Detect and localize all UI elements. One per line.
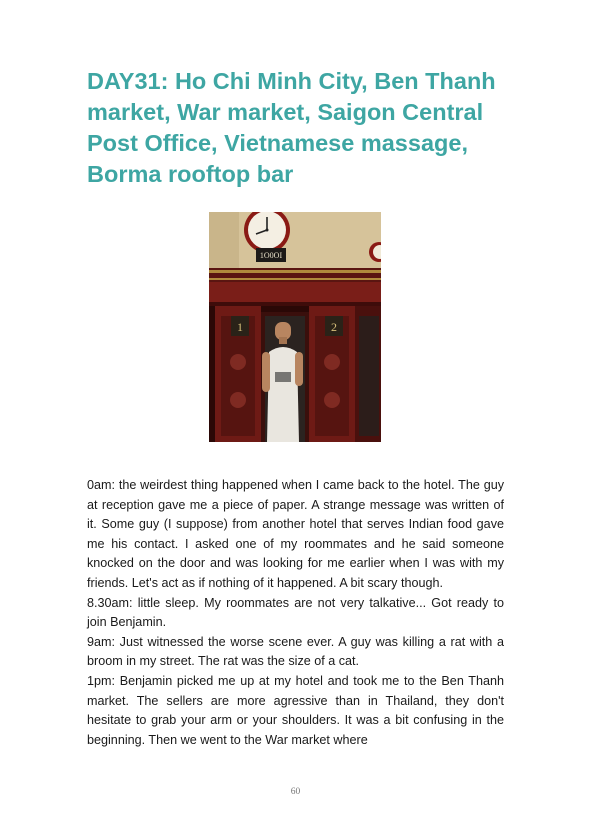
page-number: 60 <box>290 787 301 797</box>
door-number-right: 2 <box>331 320 337 334</box>
body-text <box>87 476 504 750</box>
paragraph: 8.30am: little sleep. My roommates are not very talkative... Got ready to join Benjamin. <box>87 595 504 630</box>
hotel-elevator-photo <box>209 212 381 442</box>
paragraph: 1pm: Benjamin picked me up at my hotel and took me to the Ben Thanh market. The sellers are more agressive than in Thailand, they don't hesitate to grab your arm or your shoulders. It was a bit confusing in the beginning. Then we went to the War market where <box>87 673 504 747</box>
paragraph: 9am: Just witnessed the worse scene ever. A guy was killing a rat with a broom in my street. The rat was the size of a cat. <box>87 634 504 669</box>
paragraph: 0am: the weirdest thing happened when I came back to the hotel. The guy at reception gave me a piece of paper. A strange message was written of it. Some guy (I suppose) from another hotel that serves Indian food gave me his contact. I asked one of my roommates and he said someone knocked on the door and was looking for me earlier when I was with my friends. Let's act as if nothing of it happened. A bit scary though. <box>87 478 504 590</box>
door-number-left: 1 <box>237 320 243 334</box>
clock-plate-label: 1O0OI <box>259 251 283 260</box>
page-title: DAY31: Ho Chi Minh City, Ben Thanh market, War market, Saigon Central Post Office, Vietnamese massage, Borma rooftop bar <box>87 68 496 187</box>
